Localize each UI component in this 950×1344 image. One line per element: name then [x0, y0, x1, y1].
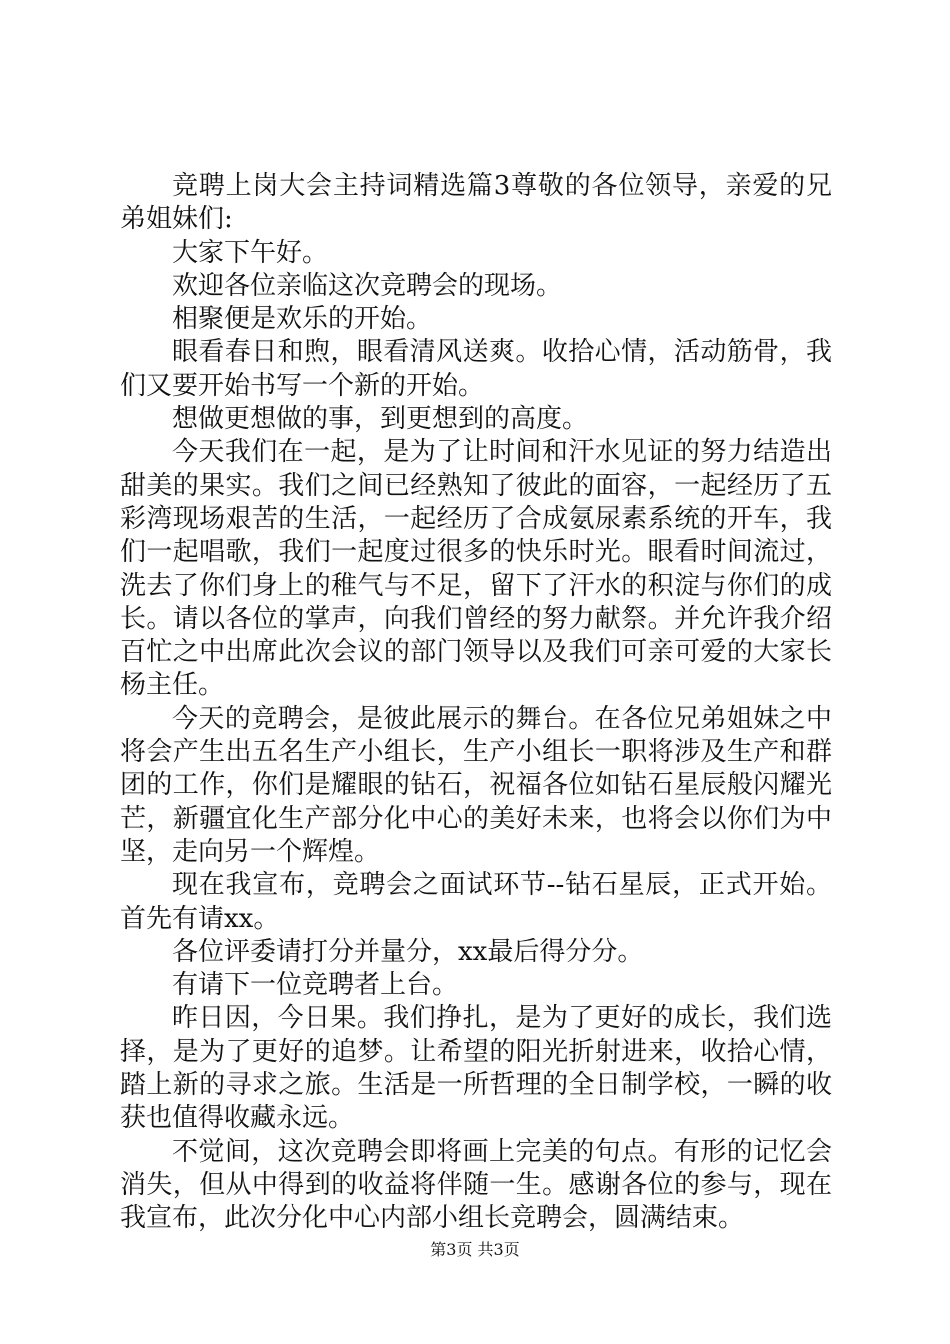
paragraph: 有请下一位竞聘者上台。 [172, 970, 459, 1001]
document-body [120, 170, 832, 1236]
paragraph: 想做更想做的事，到更想到的高度。 [172, 404, 589, 435]
page-number-label: 第3页 共3页 [430, 1240, 520, 1259]
paragraph: 大家下午好。 [172, 237, 329, 268]
paragraph: 各位评委请打分并量分，xx最后得分分。 [172, 936, 644, 967]
paragraph: 不觉间，这次竞聘会即将画上完美的句点。有形的记忆会消失，但从中得到的收益将伴随一生。感谢各位的参与，现在我宣布，此次分化中心内部小组长竞聘会，圆满结束。 [120, 1136, 832, 1234]
paragraph: 欢迎各位亲临这次竞聘会的现场。 [172, 270, 563, 301]
paragraph: 昨日因，今日果。我们挣扎，是为了更好的成长，我们选择，是为了更好的追梦。让希望的阳光折射进来，收拾心情，踏上新的寻求之旅。生活是一所哲理的全日制学校，一瞬的收获也值得收藏永远。 [120, 1003, 832, 1134]
paragraph: 眼看春日和煦，眼看清风送爽。收拾心情，活动筋骨，我们又要开始书写一个新的开始。 [120, 337, 832, 401]
paragraph: 今天我们在一起，是为了让时间和汗水见证的努力结造出甜美的果实。我们之间已经熟知了彼此的面容，一起经历了五彩湾现场艰苦的生活，一起经历了合成氨尿素系统的开车，我们一起唱歌，我们一起度过很多的快乐时光。眼看时间流过，洗去了你们身上的稚气与不足，留下了汗水的积淀与你们的成长。请以各位的掌声，向我们曾经的努力献祭。并允许我介绍百忙之中出席此次会议的部门领导以及我们可亲可爱的大家长杨主任。 [120, 437, 832, 701]
paragraph: 现在我宣布，竞聘会之面试环节--钻石星辰，正式开始。首先有请xx。 [120, 870, 832, 934]
paragraph: 今天的竞聘会，是彼此展示的舞台。在各位兄弟姐妹之中将会产生出五名生产小组长，生产小组长一职将涉及生产和群团的工作，你们是耀眼的钻石，祝福各位如钻石星辰般闪耀光芒，新疆宜化生产部分化中心的美好未来，也将会以你们为中坚，走向另一个辉煌。 [120, 703, 832, 867]
page-footer [0, 1240, 950, 1260]
paragraph: 相聚便是欢乐的开始。 [172, 304, 433, 335]
paragraph-title-greeting: 竞聘上岗大会主持词精选篇3尊敬的各位领导，亲爱的兄弟姐妹们: [120, 171, 832, 235]
